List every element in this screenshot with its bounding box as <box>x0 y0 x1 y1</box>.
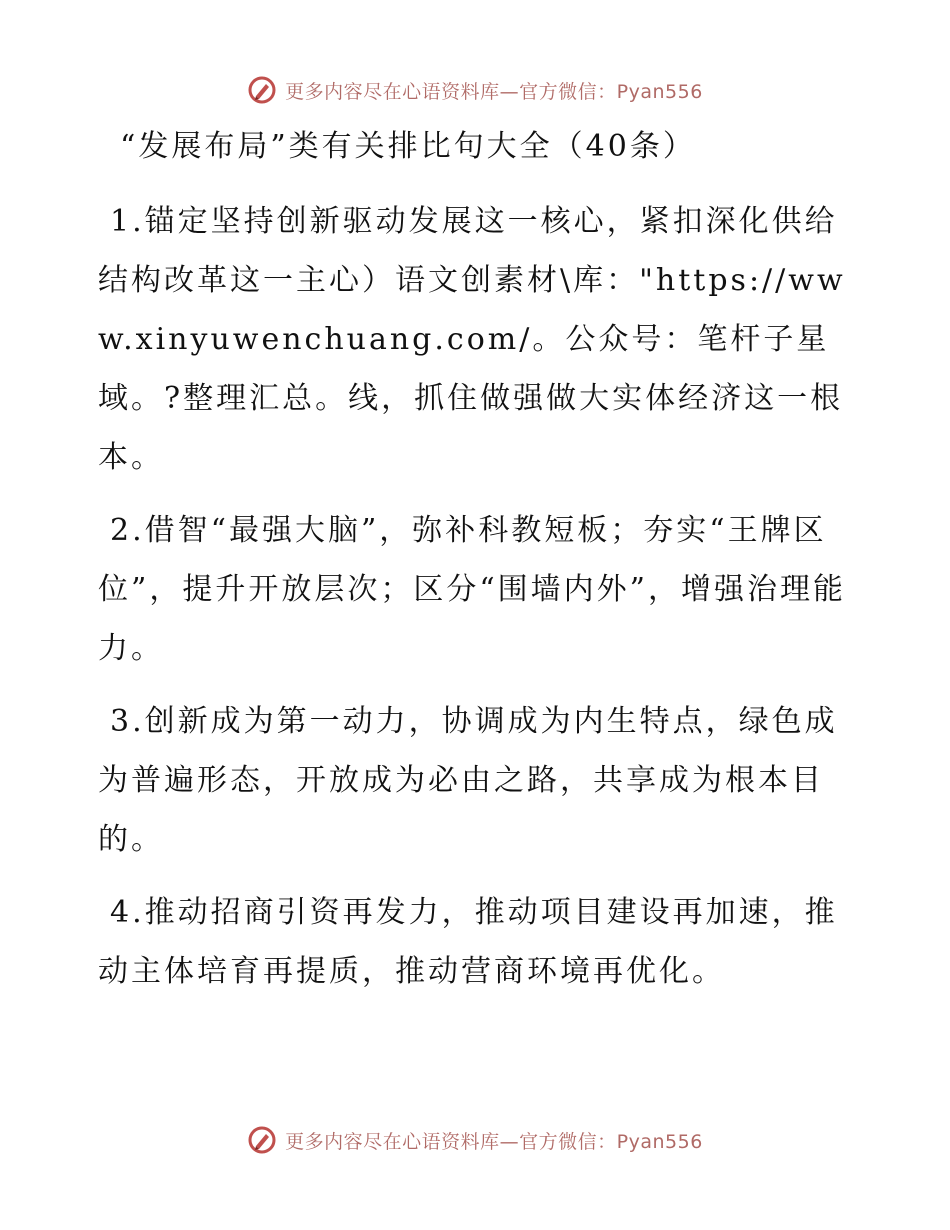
paragraph-1: 1.锚定坚持创新驱动发展这一核心，紧扣深化供给结构改革这一主心）语文创素材\库："https://www.xinyuwenchuang.com/。公众号：笔杆子星域。?整理汇总。线，抓住做强做大实体经济这一根本。 <box>98 204 846 475</box>
header-banner <box>0 70 950 110</box>
paragraph-2: 2.借智“最强大脑”，弥补科教短板；夯实“王牌区位”，提升开放层次；区分“围墙内外”，增强治理能力。 <box>98 513 847 666</box>
footer-banner-text: 更多内容尽在心语资料库—官方微信：Pyan556 <box>285 1130 703 1153</box>
pen-logo-icon <box>247 75 277 105</box>
paragraph-4: 4.推动招商引资再发力，推动项目建设再加速，推动主体培育再提质，推动营商环境再优化。 <box>98 895 838 989</box>
pen-logo-icon <box>247 1125 277 1155</box>
document-body <box>98 192 850 1015</box>
document-title: “发展布局”类有关排比句大全（40条） <box>120 129 696 164</box>
header-banner-text: 更多内容尽在心语资料库—官方微信：Pyan556 <box>285 80 703 103</box>
paragraph-3: 3.创新成为第一动力，协调成为内生特点，绿色成为普遍形态，开放成为必由之路，共享成为根本目的。 <box>98 704 838 857</box>
footer-banner <box>0 1120 950 1160</box>
